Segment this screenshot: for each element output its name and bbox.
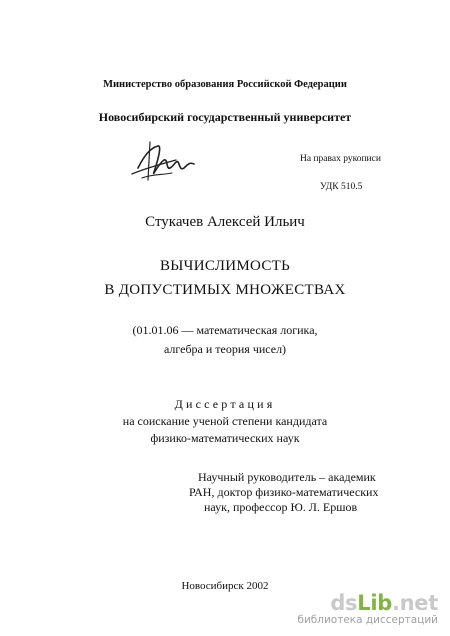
university-heading: Новосибирский государственный университет [98, 110, 352, 124]
degree-line-1: на соискание ученой степени кандидата [122, 414, 328, 428]
city-year: Новосибирск 2002 [181, 580, 269, 592]
watermark-logo: dsLib.net [330, 591, 438, 615]
dslib-watermark[interactable] [297, 592, 438, 626]
advisor-line-2: РАН, доктор физико-математических [189, 485, 379, 499]
handwritten-signature [128, 138, 208, 186]
thesis-title-line-1: ВЫЧИСЛИМОСТЬ [159, 258, 291, 274]
dissertation-label: Диссертация [174, 397, 276, 411]
manuscript-rights-note: На правах рукописи [300, 154, 381, 164]
watermark-caption: библиотека диссертаций [297, 614, 438, 626]
degree-line-2: физико-математических наук [150, 431, 300, 445]
thesis-title-line-2: В ДОПУСТИМЫХ МНОЖЕСТВАХ [104, 282, 346, 298]
advisor-line-1: Научный руководитель – академик [198, 470, 376, 484]
specialty-line-2: алгебра и теория чисел) [163, 342, 287, 356]
advisor-line-3: наук, профессор Ю. Л. Ершов [204, 500, 358, 514]
author-name: Стукачев Алексей Ильич [145, 214, 305, 230]
specialty-line-1: (01.01.06 — математическая логика, [132, 323, 318, 337]
ministry-heading: Министерство образования Российской Федерации [103, 79, 347, 90]
udk-code: УДК 510.5 [320, 182, 363, 192]
advisor-block [189, 470, 379, 515]
